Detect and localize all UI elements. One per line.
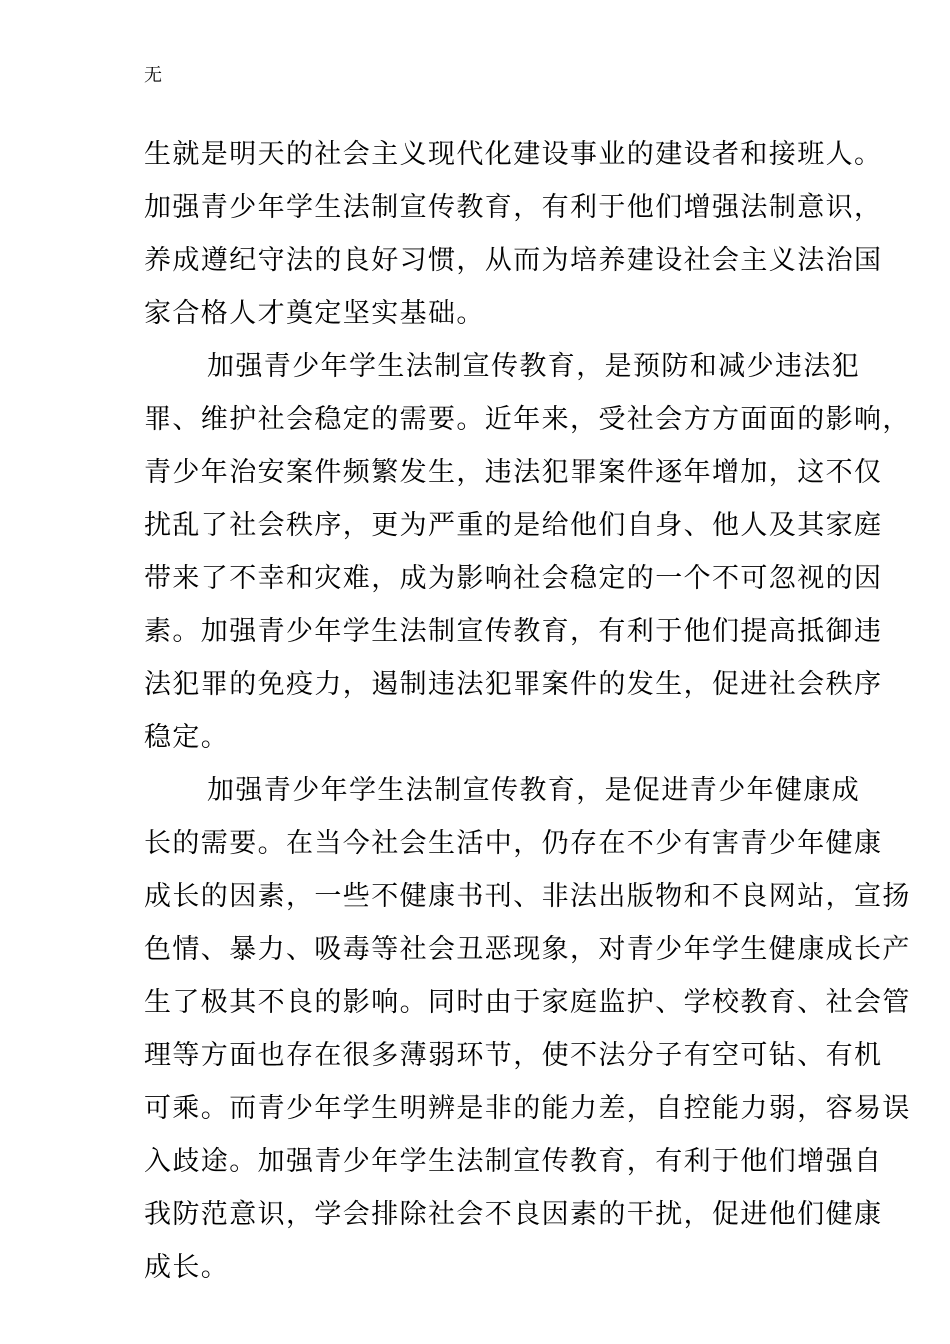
text-line: 理等方面也存在很多薄弱环节，使不法分子有空可钻、有机 — [144, 1040, 883, 1071]
page-header: 无 — [144, 65, 162, 86]
paragraph-3 — [144, 764, 911, 1294]
paragraph-2 — [144, 340, 911, 764]
text-line: 养成遵纪守法的良好习惯，从而为培养建设社会主义法治国 — [144, 245, 883, 276]
text-line: 加强青少年学生法制宣传教育，是预防和减少违法犯 — [207, 351, 861, 382]
text-line: 成长的因素，一些不健康书刊、非法出版物和不良网站，宣扬 — [144, 881, 911, 912]
text-line: 加强青少年学生法制宣传教育，是促进青少年健康成 — [207, 775, 861, 806]
text-line: 长的需要。在当今社会生活中，仍存在不少有害青少年健康 — [144, 828, 883, 859]
text-line: 我防范意识，学会排除社会不良因素的干扰，促进他们健康 — [144, 1199, 883, 1230]
text-line: 可乘。而青少年学生明辨是非的能力差，自控能力弱，容易误 — [144, 1093, 911, 1124]
paragraph-1 — [144, 128, 883, 340]
text-line: 家合格人才奠定坚实基础。 — [144, 298, 485, 329]
text-line: 扰乱了社会秩序，更为严重的是给他们自身、他人及其家庭 — [144, 510, 883, 541]
text-line: 色情、暴力、吸毒等社会丑恶现象，对青少年学生健康成长产 — [144, 934, 911, 965]
text-line: 素。加强青少年学生法制宣传教育，有利于他们提高抵御违 — [144, 616, 883, 647]
text-line: 生就是明天的社会主义现代化建设事业的建设者和接班人。 — [144, 139, 883, 170]
text-line: 法犯罪的免疫力，遏制违法犯罪案件的发生，促进社会秩序 — [144, 669, 883, 700]
text-line: 罪、维护社会稳定的需要。近年来，受社会方方面面的影响， — [144, 404, 911, 435]
text-line: 稳定。 — [144, 722, 230, 753]
document-body — [144, 128, 911, 1294]
text-line: 成长。 — [144, 1252, 230, 1283]
text-line: 青少年治安案件频繁发生，违法犯罪案件逐年增加，这不仅 — [144, 457, 883, 488]
text-line: 带来了不幸和灾难，成为影响社会稳定的一个不可忽视的因 — [144, 563, 883, 594]
text-line: 生了极其不良的影响。同时由于家庭监护、学校教育、社会管 — [144, 987, 911, 1018]
text-line: 加强青少年学生法制宣传教育，有利于他们增强法制意识， — [144, 192, 883, 223]
text-line: 入歧途。加强青少年学生法制宣传教育，有利于他们增强自 — [144, 1146, 883, 1177]
